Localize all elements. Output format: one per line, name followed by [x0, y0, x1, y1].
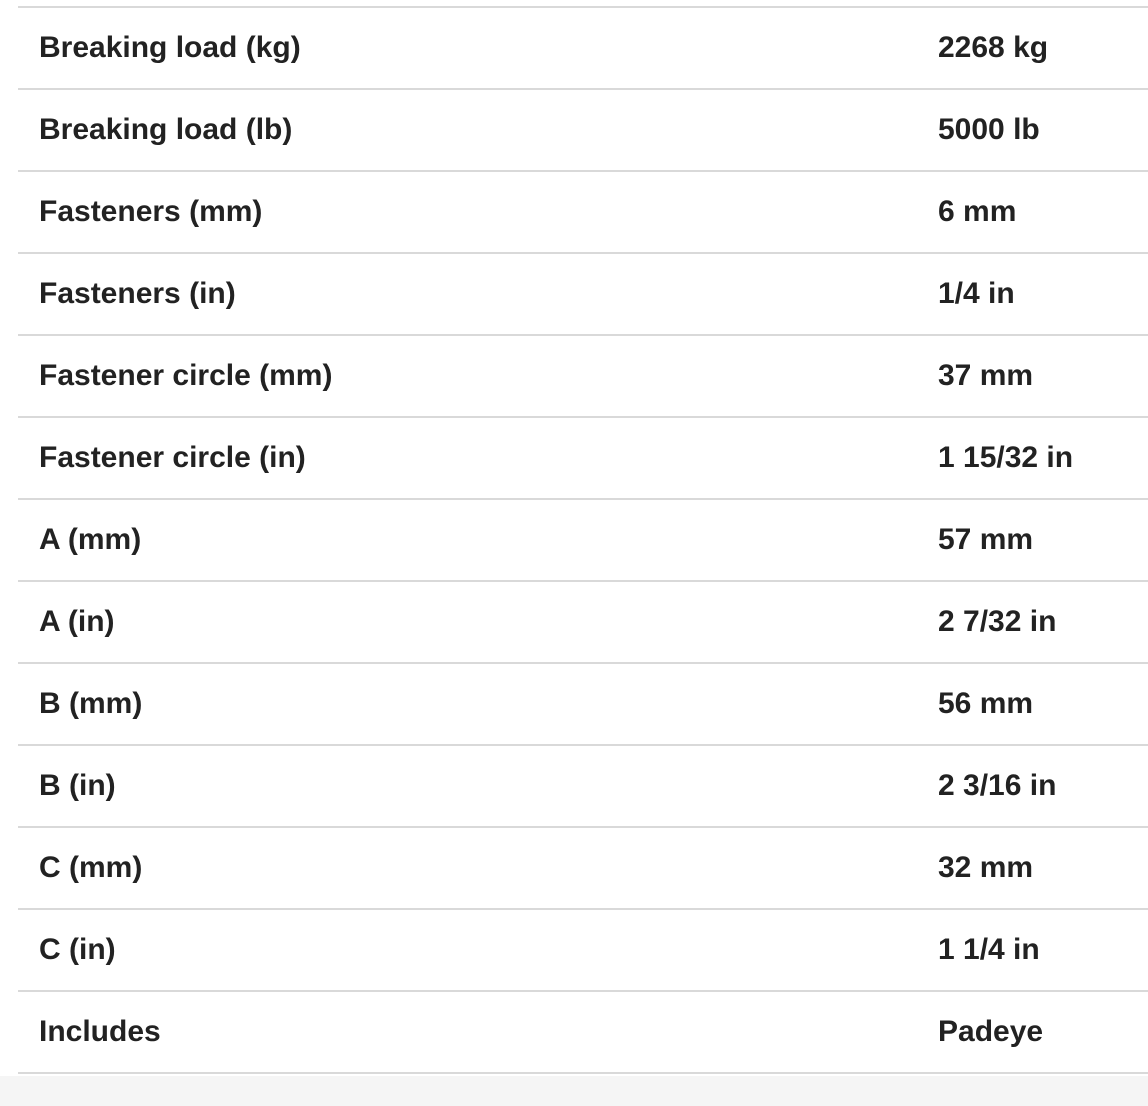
spec-value: 5000 lb — [938, 113, 1040, 146]
spec-label: Breaking load (kg) — [39, 31, 301, 64]
spec-label: B (in) — [39, 769, 116, 802]
spec-value: 2 7/32 in — [938, 605, 1057, 638]
spec-label: Breaking load (lb) — [39, 113, 293, 146]
table-row — [18, 8, 1148, 90]
spec-label: B (mm) — [39, 687, 143, 720]
spec-value: 1 1/4 in — [938, 933, 1040, 966]
spec-value: 1/4 in — [938, 277, 1015, 310]
table-row — [18, 418, 1148, 500]
spec-label: A (in) — [39, 605, 115, 638]
spec-label: Fastener circle (mm) — [39, 359, 333, 392]
spec-label: Includes — [39, 1015, 161, 1048]
table-row — [18, 254, 1148, 336]
table-row — [18, 582, 1148, 664]
spec-value: 32 mm — [938, 851, 1034, 884]
spec-value: 2268 kg — [938, 31, 1049, 64]
table-row — [18, 828, 1148, 910]
spec-value: Padeye — [938, 1015, 1044, 1048]
spec-value: 56 mm — [938, 687, 1034, 720]
spec-label: A (mm) — [39, 523, 142, 556]
spec-label: C (mm) — [39, 851, 143, 884]
spec-label: Fastener circle (in) — [39, 441, 306, 474]
table-row — [18, 992, 1148, 1074]
spec-label: Fasteners (mm) — [39, 195, 263, 228]
spec-label: C (in) — [39, 933, 116, 966]
table-row — [18, 910, 1148, 992]
spec-value: 1 15/32 in — [938, 441, 1074, 474]
spec-value: 57 mm — [938, 523, 1034, 556]
table-row — [18, 336, 1148, 418]
table-row — [18, 500, 1148, 582]
spec-label: Fasteners (in) — [39, 277, 236, 310]
spec-value: 37 mm — [938, 359, 1034, 392]
spec-value: 2 3/16 in — [938, 769, 1057, 802]
table-row — [18, 90, 1148, 172]
table-row — [18, 172, 1148, 254]
spec-value: 6 mm — [938, 195, 1017, 228]
table-row — [18, 746, 1148, 828]
specifications-table — [18, 6, 1148, 1074]
table-row — [18, 664, 1148, 746]
